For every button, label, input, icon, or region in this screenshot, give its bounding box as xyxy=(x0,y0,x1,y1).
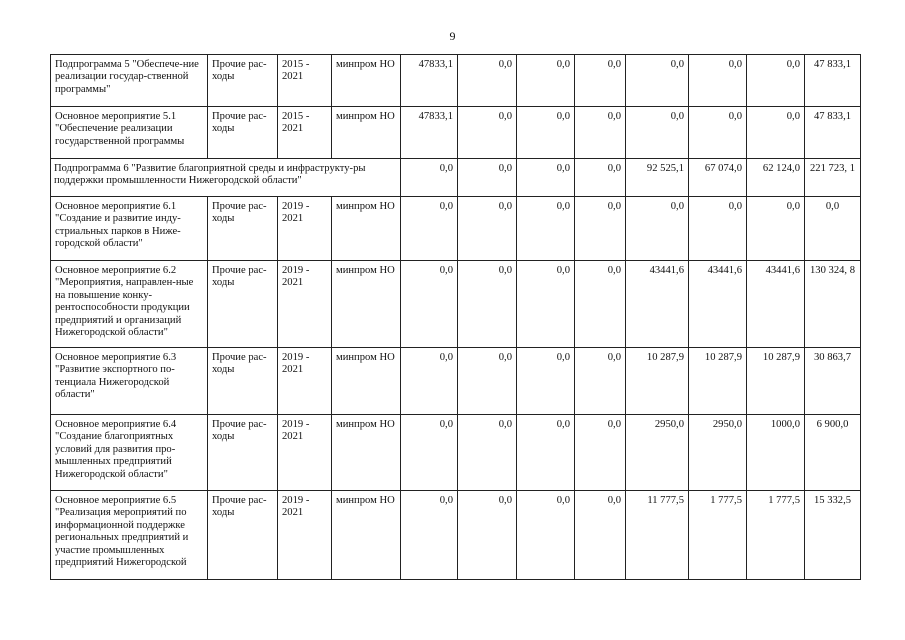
page-number: 9 xyxy=(449,29,456,43)
program-name-cell: Основное мероприятие 5.1 "Обеспечение реализации государственной программы xyxy=(51,107,208,159)
value-cell: 92 525,1 xyxy=(626,159,689,197)
value-cell: 0,0 xyxy=(517,491,575,580)
period-cell: 2019 - 2021 xyxy=(278,197,332,261)
executor-cell: минпром НО xyxy=(332,415,401,491)
total-cell: 0,0 xyxy=(805,197,861,261)
value-cell: 2950,0 xyxy=(626,415,689,491)
value-cell: 0,0 xyxy=(458,107,517,159)
value-cell: 10 287,9 xyxy=(689,348,747,415)
value-cell: 0,0 xyxy=(458,261,517,348)
value-cell: 62 124,0 xyxy=(747,159,805,197)
executor-cell: минпром НО xyxy=(332,197,401,261)
value-cell: 0,0 xyxy=(689,107,747,159)
value-cell: 10 287,9 xyxy=(747,348,805,415)
program-name-cell: Основное мероприятие 6.5 "Реализация мероприятий по информационной поддержке региональных предприятий и участие промышленных предприятий Нижегородской xyxy=(51,491,208,580)
value-cell: 0,0 xyxy=(517,261,575,348)
value-cell: 0,0 xyxy=(575,197,626,261)
table-row xyxy=(51,491,861,580)
program-name-cell: Подпрограмма 5 "Обеспече-ние реализации государ-ственной программы" xyxy=(51,55,208,107)
subprogram-name-cell: Подпрограмма 6 "Развитие благоприятной среды и инфраструкту-ры поддержки промышленности Нижегородской области" xyxy=(51,159,401,197)
value-cell: 0,0 xyxy=(401,197,458,261)
total-cell: 221 723, 1 xyxy=(805,159,861,197)
value-cell: 0,0 xyxy=(575,55,626,107)
value-cell: 0,0 xyxy=(458,348,517,415)
program-name-cell: Основное мероприятие 6.1 "Создание и развитие инду-стриальных парков в Ниже-городской области" xyxy=(51,197,208,261)
value-cell: 0,0 xyxy=(401,159,458,197)
value-cell: 0,0 xyxy=(517,159,575,197)
executor-cell: минпром НО xyxy=(332,491,401,580)
total-cell: 47 833,1 xyxy=(805,107,861,159)
value-cell: 0,0 xyxy=(458,491,517,580)
value-cell: 0,0 xyxy=(517,415,575,491)
value-cell: 0,0 xyxy=(401,261,458,348)
period-cell: 2019 - 2021 xyxy=(278,491,332,580)
value-cell: 0,0 xyxy=(517,107,575,159)
value-cell: 0,0 xyxy=(458,159,517,197)
value-cell: 0,0 xyxy=(575,107,626,159)
value-cell: 11 777,5 xyxy=(626,491,689,580)
value-cell: 43441,6 xyxy=(689,261,747,348)
value-cell: 10 287,9 xyxy=(626,348,689,415)
program-name-cell: Основное мероприятие 6.4 "Создание благоприятных условий для развития про-мышленных предприятий Нижегородской области" xyxy=(51,415,208,491)
total-cell: 15 332,5 xyxy=(805,491,861,580)
table-row xyxy=(51,261,861,348)
executor-cell: минпром НО xyxy=(332,55,401,107)
total-cell: 47 833,1 xyxy=(805,55,861,107)
value-cell: 0,0 xyxy=(747,107,805,159)
expense-type-cell: Прочие рас-ходы xyxy=(208,415,278,491)
value-cell: 47833,1 xyxy=(401,55,458,107)
value-cell: 0,0 xyxy=(517,348,575,415)
value-cell: 0,0 xyxy=(689,55,747,107)
expense-type-cell: Прочие рас-ходы xyxy=(208,55,278,107)
total-cell: 30 863,7 xyxy=(805,348,861,415)
value-cell: 0,0 xyxy=(575,159,626,197)
expense-type-cell: Прочие рас-ходы xyxy=(208,197,278,261)
period-cell: 2019 - 2021 xyxy=(278,415,332,491)
value-cell: 0,0 xyxy=(401,348,458,415)
value-cell: 0,0 xyxy=(626,107,689,159)
value-cell: 1 777,5 xyxy=(689,491,747,580)
total-cell: 130 324, 8 xyxy=(805,261,861,348)
program-name-cell: Основное мероприятие 6.2 "Мероприятия, направлен-ные на повышение конку-рентоспособности продукции предприятий и организаций Нижегородской области" xyxy=(51,261,208,348)
value-cell: 0,0 xyxy=(575,415,626,491)
table-row xyxy=(51,415,861,491)
value-cell: 47833,1 xyxy=(401,107,458,159)
executor-cell: минпром НО xyxy=(332,348,401,415)
value-cell: 0,0 xyxy=(575,348,626,415)
value-cell: 0,0 xyxy=(517,197,575,261)
value-cell: 0,0 xyxy=(458,197,517,261)
value-cell: 0,0 xyxy=(689,197,747,261)
period-cell: 2015 - 2021 xyxy=(278,55,332,107)
value-cell: 43441,6 xyxy=(626,261,689,348)
table-row xyxy=(51,107,861,159)
value-cell: 0,0 xyxy=(626,197,689,261)
value-cell: 2950,0 xyxy=(689,415,747,491)
value-cell: 1000,0 xyxy=(747,415,805,491)
program-name-cell: Основное мероприятие 6.3 "Развитие экспортного по-тенциала Нижегородской области" xyxy=(51,348,208,415)
value-cell: 67 074,0 xyxy=(689,159,747,197)
table-row xyxy=(51,348,861,415)
value-cell: 0,0 xyxy=(626,55,689,107)
expense-type-cell: Прочие рас-ходы xyxy=(208,491,278,580)
expense-type-cell: Прочие рас-ходы xyxy=(208,107,278,159)
table-row xyxy=(51,197,861,261)
value-cell: 0,0 xyxy=(401,415,458,491)
expense-type-cell: Прочие рас-ходы xyxy=(208,348,278,415)
executor-cell: минпром НО xyxy=(332,107,401,159)
value-cell: 43441,6 xyxy=(747,261,805,348)
value-cell: 0,0 xyxy=(747,197,805,261)
value-cell: 0,0 xyxy=(458,415,517,491)
value-cell: 1 777,5 xyxy=(747,491,805,580)
value-cell: 0,0 xyxy=(401,491,458,580)
value-cell: 0,0 xyxy=(575,491,626,580)
value-cell: 0,0 xyxy=(517,55,575,107)
budget-table xyxy=(50,54,861,580)
period-cell: 2019 - 2021 xyxy=(278,261,332,348)
table-row xyxy=(51,55,861,107)
table-row xyxy=(51,159,861,197)
value-cell: 0,0 xyxy=(575,261,626,348)
expense-type-cell: Прочие рас-ходы xyxy=(208,261,278,348)
value-cell: 0,0 xyxy=(458,55,517,107)
period-cell: 2019 - 2021 xyxy=(278,348,332,415)
value-cell: 0,0 xyxy=(747,55,805,107)
total-cell: 6 900,0 xyxy=(805,415,861,491)
executor-cell: минпром НО xyxy=(332,261,401,348)
period-cell: 2015 - 2021 xyxy=(278,107,332,159)
